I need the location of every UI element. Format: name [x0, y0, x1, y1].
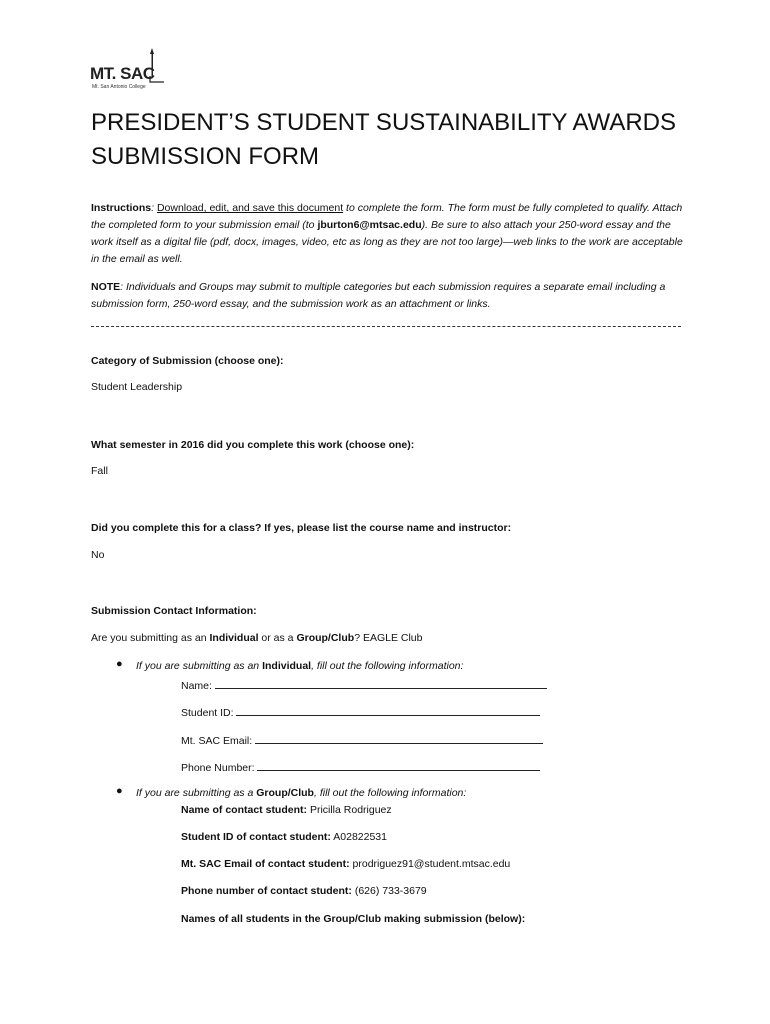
mt-sac-logo [90, 44, 170, 98]
group-contact-email[interactable]: Mt. SAC Email of contact student: prodriguez91@student.mtsac.edu [181, 858, 511, 870]
class-answer: No [91, 549, 105, 561]
individual-email-field[interactable]: Mt. SAC Email: [181, 733, 543, 747]
semester-question: What semester in 2016 did you complete this work (choose one): [91, 439, 415, 451]
group-contact-phone[interactable]: Phone number of contact student: (626) 733-3679 [181, 885, 427, 897]
submitter-type-answer: ? EAGLE Club [354, 632, 423, 644]
instructions-paragraph: Instructions: Download, edit, and save this document to complete the form. The form must be fully completed to qualify. Attach the completed form to your submission email (to jburton6@mtsac.edu). Be sure to also attach your 250-word essay and the work itself as a digital file (pdf, docx, images, video, etc as long as they are not too large)—web links to the work are acceptable in the email as well. [91, 202, 683, 265]
semester-answer: Fall [91, 465, 108, 477]
group-members-label: Names of all students in the Group/Club making submission (below): [181, 913, 526, 925]
page-title: PRESIDENT’S STUDENT SUSTAINABILITY AWARDS SUBMISSION FORM [91, 109, 676, 170]
category-question: Category of Submission (choose one): [91, 355, 284, 367]
class-question: Did you complete this for a class? If yes, please list the course name and instructor: [91, 522, 512, 534]
category-answer: Student Leadership [91, 381, 183, 393]
logo-wordmark: MT. SAC [90, 64, 155, 83]
instructions-label: Instructions [91, 202, 152, 214]
individual-phone-field[interactable]: Phone Number: [181, 760, 540, 774]
contact-heading: Submission Contact Information: [91, 605, 257, 617]
dashed-divider [91, 326, 681, 327]
note-paragraph [91, 279, 691, 313]
group-contact-name[interactable]: Name of contact student: Pricilla Rodriguez [181, 804, 392, 816]
bullet-icon: ● [116, 658, 123, 670]
note-text: : Individuals and Groups may submit to multiple categories but each submission requires a separate email including a submission form, 250-word essay, and the submission work as an attachment or links. [91, 281, 666, 310]
group-intro: If you are submitting as a Group/Club, fill out the following information: [136, 787, 467, 799]
group-contact-id[interactable]: Student ID of contact student: A02822531 [181, 831, 387, 843]
submission-email: jburton6@mtsac.edu [317, 219, 422, 231]
download-link[interactable]: Download, edit, and save this document [156, 202, 344, 214]
bullet-icon: ● [116, 785, 123, 797]
individual-name-field[interactable]: Name: [181, 678, 547, 692]
instructions-text-1: to complete the form. The form must be fully completed to qualify. Attach the completed form to your submission email (to [91, 202, 683, 231]
individual-intro: If you are submitting as an Individual, fill out the following information: [136, 660, 464, 672]
individual-id-field[interactable]: Student ID: [181, 705, 540, 719]
logo-subline: Mt. San Antonio College [92, 84, 146, 90]
note-label: NOTE [91, 281, 121, 293]
instructions-text-2: ). Be sure to also attach your 250-word essay and the work itself as a digital file (pdf, docx, images, video, etc as long as they are not too large)—web links to the work are acceptable in the email as well. [91, 219, 683, 265]
submitter-type-line: Are you submitting as an Individual or as a Group/Club? EAGLE Club [91, 632, 423, 644]
